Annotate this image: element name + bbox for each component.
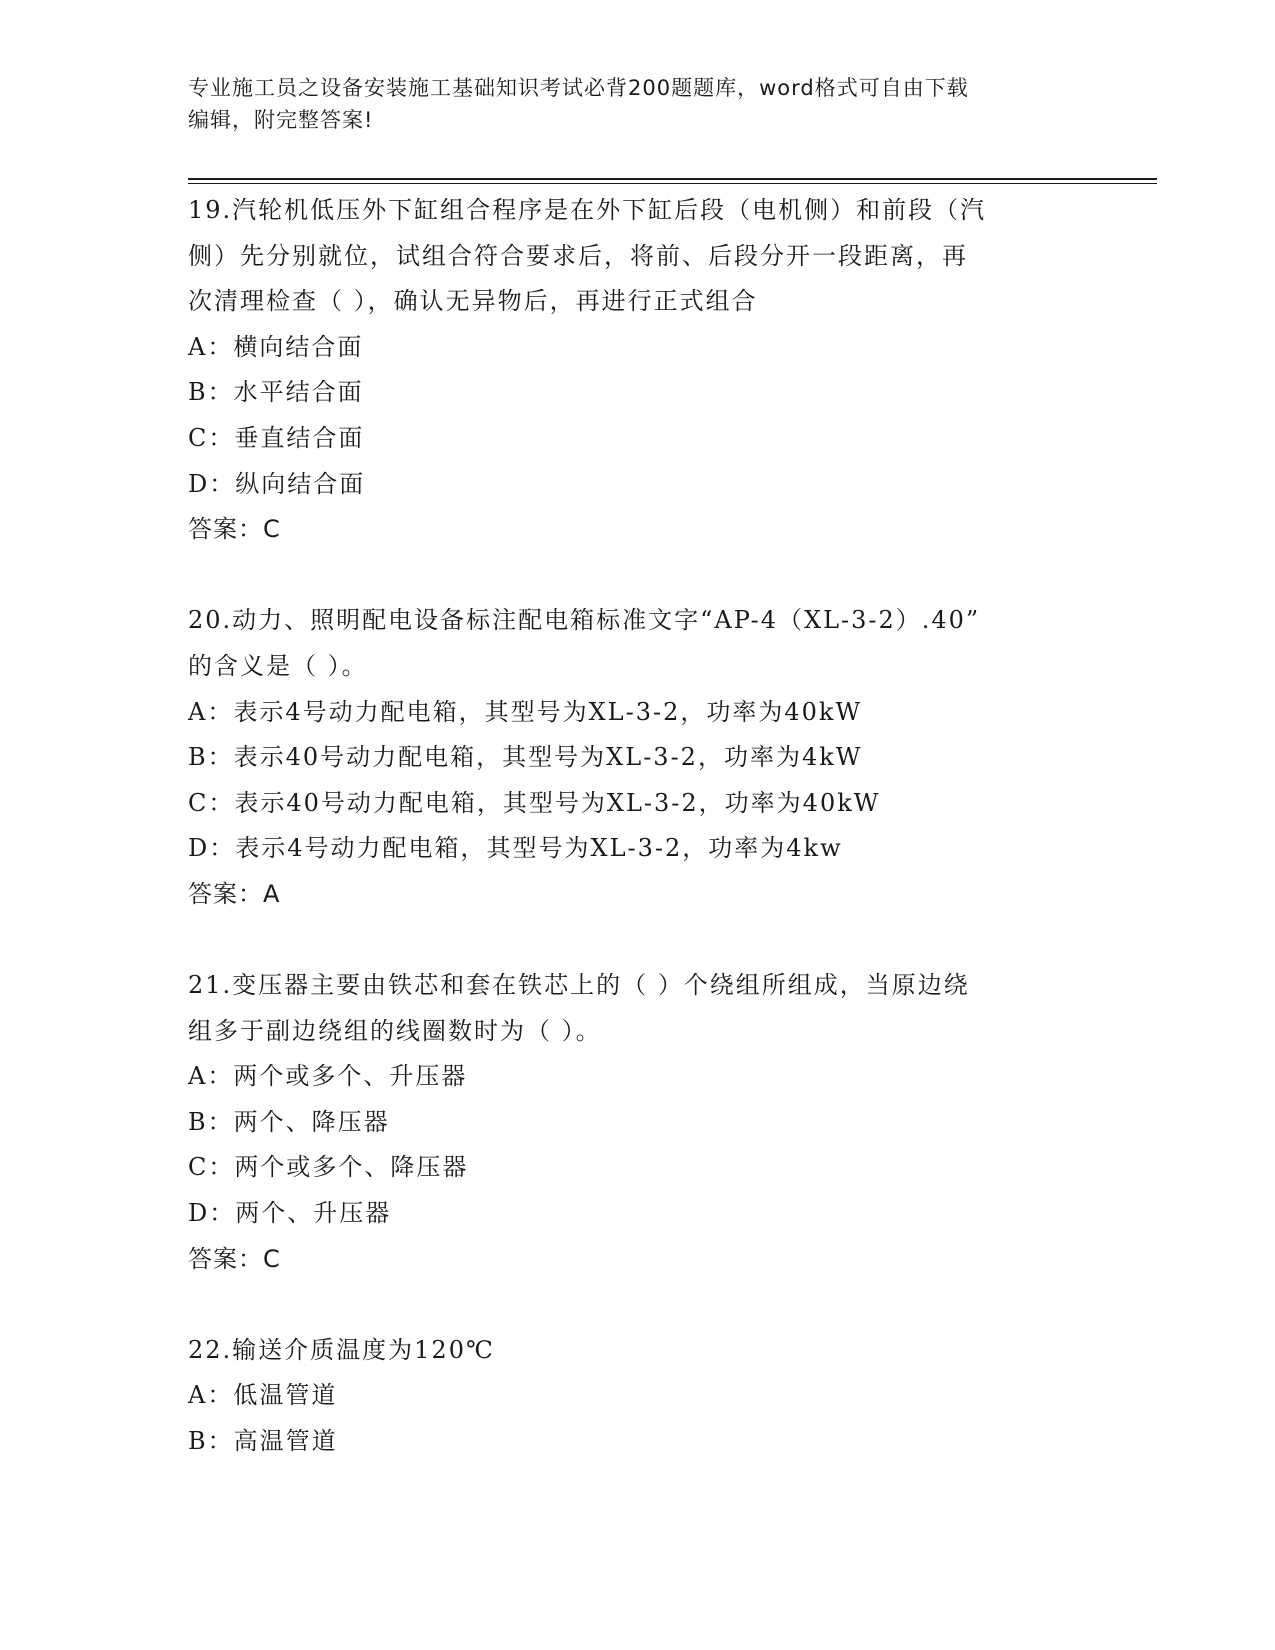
option-b: B：表示40号动力配电箱，其型号为XL-3-2，功率为4kW <box>188 743 863 772</box>
question-text-line: 组多于副边绕组的线圈数时为（ ）。 <box>188 1016 602 1045</box>
option-b: B：两个、降压器 <box>188 1107 390 1136</box>
question-20 <box>188 598 1088 917</box>
header-rule-thin <box>188 183 1157 184</box>
option-a: A：横向结合面 <box>188 332 364 361</box>
header-rule-thick <box>188 178 1157 180</box>
option-b: B：水平结合面 <box>188 378 364 407</box>
question-spacer <box>188 918 1088 964</box>
option-d: D：纵向结合面 <box>188 469 366 498</box>
question-text-line: 22.输送介质温度为120℃ <box>188 1335 495 1364</box>
question-21 <box>188 963 1088 1282</box>
option-a: A：两个或多个、升压器 <box>188 1062 468 1091</box>
question-spacer <box>188 553 1088 599</box>
question-text-line: 的含义是（ ）。 <box>188 651 368 680</box>
question-text-line: 侧）先分别就位，试组合符合要求后，将前、后段分开一段距离，再 <box>188 241 968 270</box>
answer-label: 答案：C <box>188 515 281 544</box>
answer-label: 答案：C <box>188 1244 281 1273</box>
question-text-line: 次清理检查（ ），确认无异物后，再进行正式组合 <box>188 287 758 316</box>
option-c: C：垂直结合面 <box>188 423 365 452</box>
document-header <box>188 72 1088 136</box>
option-a: A：低温管道 <box>188 1381 338 1410</box>
question-list <box>188 188 1088 1465</box>
option-d: D：两个、升压器 <box>188 1199 392 1228</box>
header-line-2: 编辑，附完整答案! <box>188 108 374 132</box>
option-c: C：表示40号动力配电箱，其型号为XL-3-2，功率为40kW <box>188 788 881 817</box>
question-22 <box>188 1328 1088 1465</box>
option-b: B：高温管道 <box>188 1427 338 1456</box>
question-spacer <box>188 1282 1088 1328</box>
option-c: C：两个或多个、降压器 <box>188 1153 469 1182</box>
option-d: D：表示4号动力配电箱，其型号为XL-3-2，功率为4kw <box>188 834 843 863</box>
answer-label: 答案：A <box>188 879 281 908</box>
question-text-line: 20.动力、照明配电设备标注配电箱标准文字“AP-4（XL-3-2）.40” <box>188 606 981 635</box>
question-text-line: 19.汽轮机低压外下缸组合程序是在外下缸后段（电机侧）和前段（汽 <box>188 196 987 224</box>
option-a: A：表示4号动力配电箱，其型号为XL-3-2，功率为40kW <box>188 697 863 726</box>
question-text-line: 21.变压器主要由铁芯和套在铁芯上的（ ）个绕组所组成，当原边绕 <box>188 971 970 1000</box>
header-line-1: 专业施工员之设备安装施工基础知识考试必背200题题库，word格式可自由下载 <box>188 76 969 100</box>
question-19 <box>188 188 1088 553</box>
